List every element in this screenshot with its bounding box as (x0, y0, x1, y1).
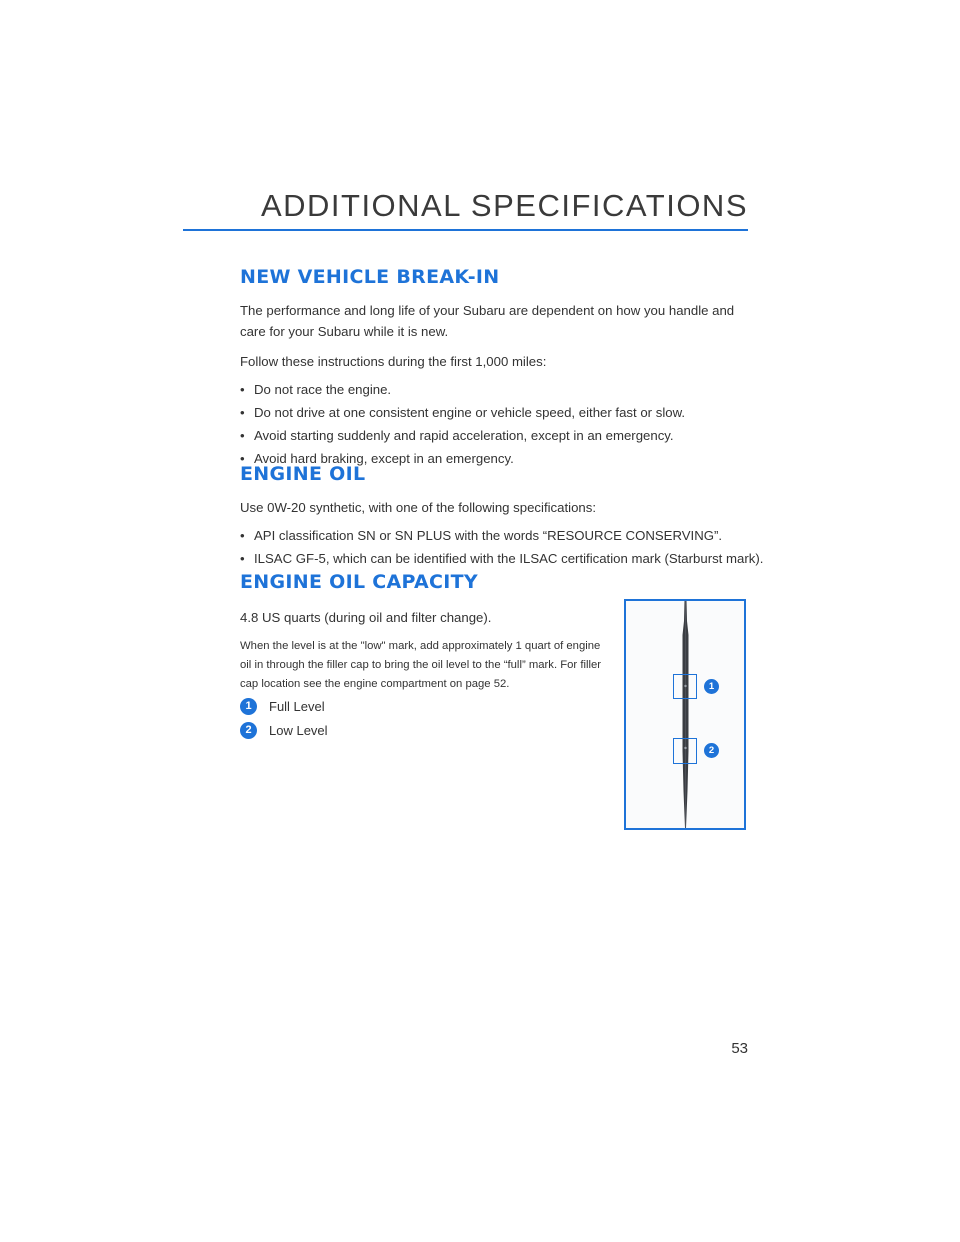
break-in-intro: The performance and long life of your Subaru are dependent on how you handle and care for your Subaru while it is new. (240, 303, 735, 339)
section-oil-capacity (240, 571, 612, 742)
low-level-marker (673, 738, 697, 764)
section-break-in (240, 266, 750, 471)
engine-oil-bullet: • API classification SN or SN PLUS with the words “RESOURCE CONSERVING”. (240, 528, 723, 543)
break-in-bullet: • Do not drive at one consistent engine or vehicle speed, either fast or slow. (240, 405, 686, 420)
legend-label: Low Level (269, 722, 328, 738)
capacity-note: When the level is at the "low" mark, add approximately 1 quart of engine oil in through the filler cap to bring the oil level to the “full” mark. For filler cap location see the engine compartment on page 52. (240, 640, 602, 690)
legend-item-low (240, 718, 612, 742)
dipstick-figure (624, 599, 746, 830)
header-divider (183, 229, 748, 231)
full-level-badge: 1 (704, 679, 719, 694)
break-in-bullet: • Avoid hard braking, except in an emergency. (240, 451, 514, 466)
section-engine-oil (240, 463, 763, 571)
page-number: 53 (731, 1040, 748, 1057)
engine-oil-intro: Use 0W-20 synthetic, with one of the following specifications: (240, 500, 596, 515)
full-level-marker (673, 674, 697, 699)
engine-oil-heading: ENGINE OIL (240, 463, 366, 485)
legend-badge: 1 (240, 698, 257, 715)
legend-label: Full Level (269, 698, 325, 714)
break-in-heading: NEW VEHICLE BREAK-IN (240, 266, 500, 288)
break-in-bullet: • Avoid starting suddenly and rapid acceleration, except in an emergency. (240, 428, 674, 443)
break-in-bullet: • Do not race the engine. (240, 382, 392, 397)
break-in-lead: Follow these instructions during the first 1,000 miles: (240, 354, 547, 369)
legend-badge: 2 (240, 722, 257, 739)
legend-item-full (240, 694, 612, 718)
capacity-amount: 4.8 US quarts (during oil and filter change). (240, 610, 492, 625)
engine-oil-bullet: • ILSAC GF-5, which can be identified with the ILSAC certification mark (Starburst mark). (240, 551, 764, 566)
capacity-heading: ENGINE OIL CAPACITY (240, 571, 478, 593)
dipstick-illustration (626, 601, 744, 828)
page-header-title: ADDITIONAL SPECIFICATIONS (260, 188, 748, 223)
low-level-badge: 2 (704, 743, 719, 758)
